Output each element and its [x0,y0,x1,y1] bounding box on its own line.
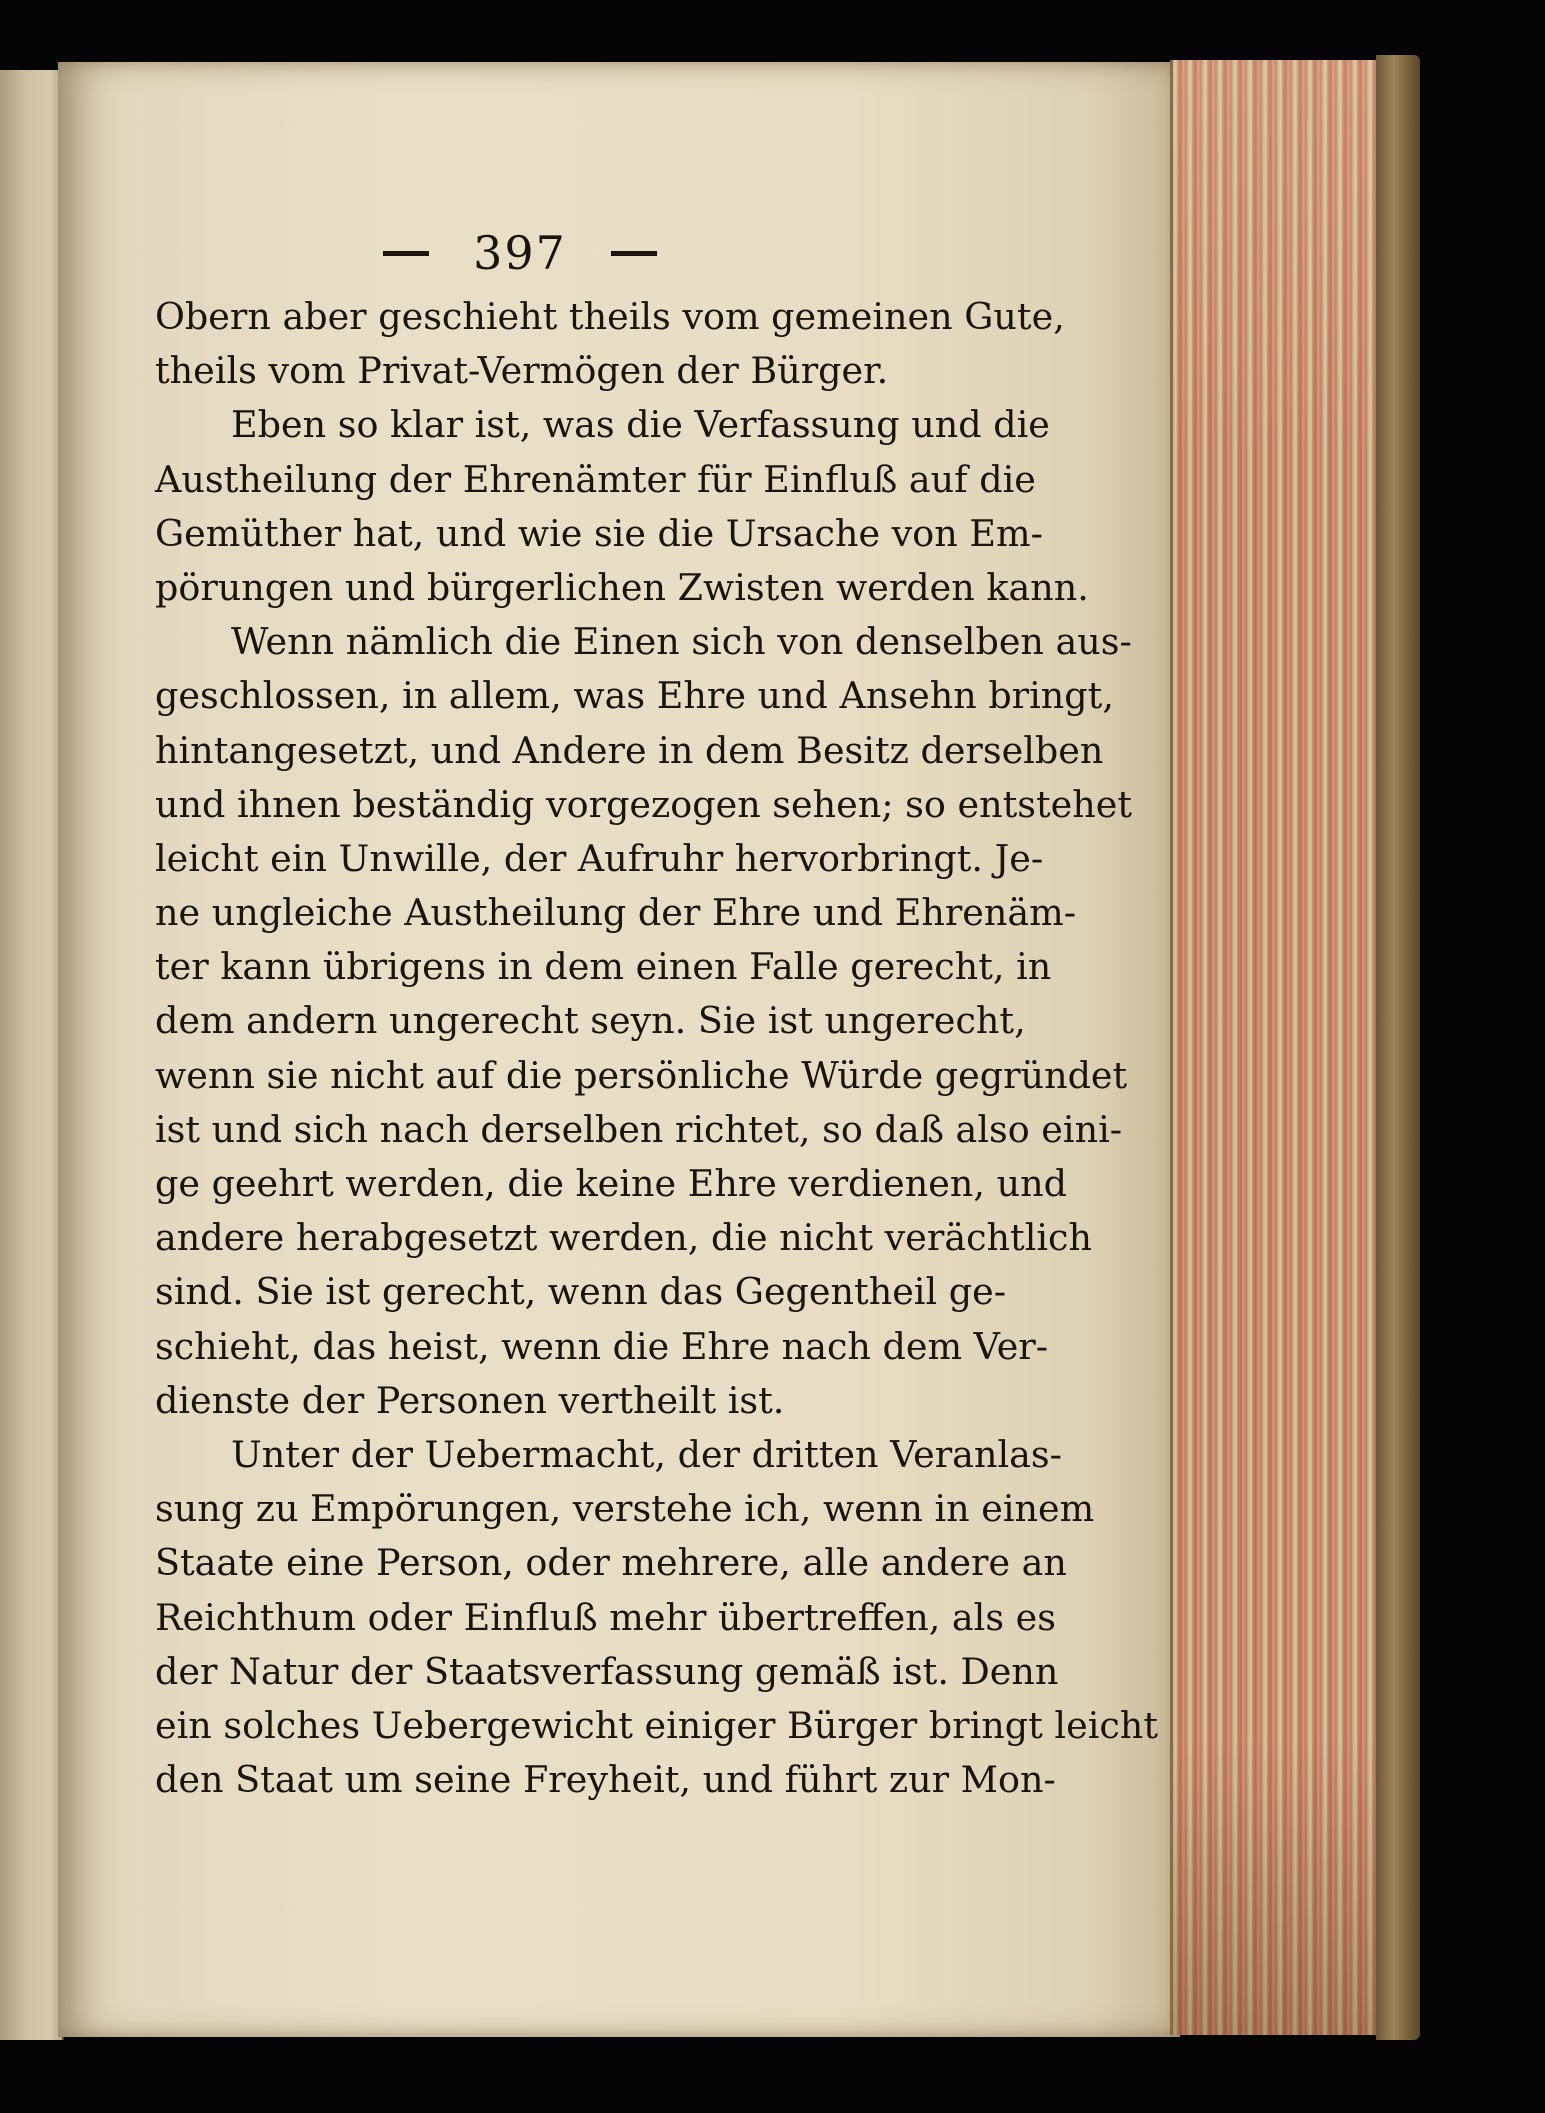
text-line: Wenn nämlich die Einen sich von denselben aus- [231,620,1132,664]
text-line: schieht, das heist, wenn die Ehre nach dem Ver- [155,1324,1049,1368]
text-line: dienste der Personen vertheilt ist. [155,1378,785,1422]
text-line: Austheilung der Ehrenämter für Einfluß auf die [155,457,1036,501]
text-line: ge geehrt werden, die keine Ehre verdienen, und [155,1162,1067,1205]
text-line: sung zu Empörungen, verstehe ich, wenn in einem [155,1487,1095,1531]
header-dash-right [611,251,657,256]
body-text [155,290,1158,1807]
text-line: ne ungleiche Austheilung der Ehre und Ehrenäm- [155,891,1077,935]
text-line: hintangesetzt, und Andere in dem Besitz derselben [155,728,1104,772]
text-line: Gemüther hat, und wie sie die Ursache von Em- [155,511,1043,555]
book-cover [1376,55,1420,2040]
previous-page-edge [0,70,64,2040]
text-line: Unter der Uebermacht, der dritten Veranlas- [231,1432,1062,1476]
text-line: der Natur der Staatsverfassung gemäß ist. Denn [155,1649,1059,1693]
page-block-edge [1170,60,1385,2035]
text-line: Staate eine Person, oder mehrere, alle andere an [155,1541,1067,1585]
text-line: und ihnen beständig vorgezogen sehen; so entstehet [155,782,1133,826]
text-line: Eben so klar ist, was die Verfassung und die [231,403,1050,447]
text-line: Reichthum oder Einfluß mehr übertreffen, als es [155,1595,1057,1639]
page-header [370,218,670,288]
text-line: den Staat um seine Freyheit, und führt zur Mon- [155,1758,1056,1802]
text-line: andere herabgesetzt werden, die nicht verächtlich [155,1216,1092,1260]
page-number: 397 [473,226,567,280]
text-line: ist und sich nach derselben richtet, so daß also eini- [155,1107,1123,1151]
text-line: pörungen und bürgerlichen Zwisten werden kann. [155,565,1089,609]
text-line: dem andern ungerecht seyn. Sie ist ungerecht, [155,999,1026,1043]
text-line: ter kann übrigens in dem einen Falle gerecht, in [155,945,1052,989]
text-line: Obern aber geschieht theils vom gemeinen Gute, [155,295,1065,338]
header-dash-left [383,251,429,256]
text-line: leicht ein Unwille, der Aufruhr hervorbringt. Je- [155,836,1044,880]
text-line: sind. Sie ist gerecht, wenn das Gegentheil ge- [155,1270,1007,1314]
text-line: wenn sie nicht auf die persönliche Würde gegründet [155,1053,1128,1097]
text-line: geschlossen, in allem, was Ehre und Ansehn bringt, [155,674,1114,718]
text-line: theils vom Privat-Vermögen der Bürger. [155,349,889,393]
text-line: ein solches Uebergewicht einiger Bürger bringt leicht [155,1703,1158,1747]
